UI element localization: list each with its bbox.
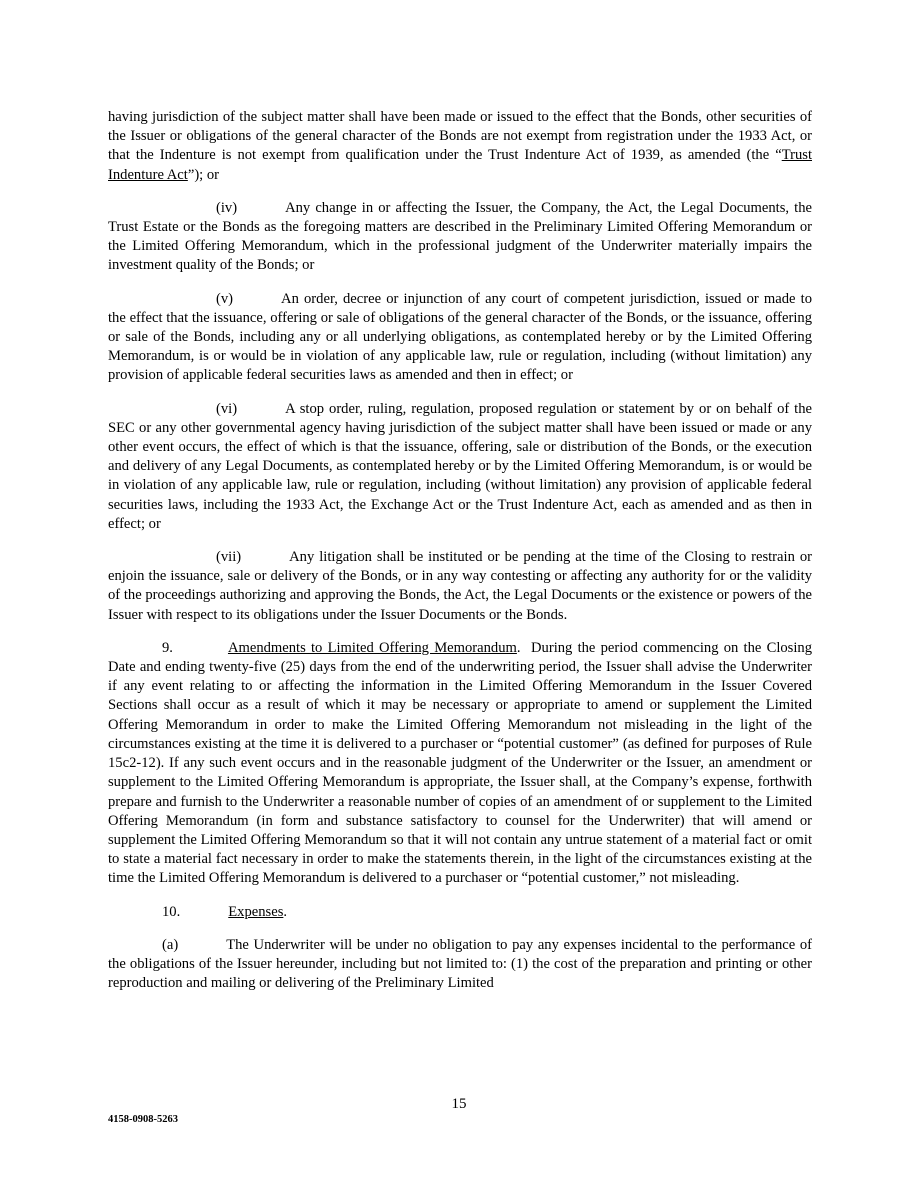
paragraph-vii xyxy=(108,548,812,625)
paragraph-text: Any change in or affecting the Issuer, the Company, the Act, the Legal Documents, the Trust Estate or the Bonds as the foregoing matters are described in the Preliminary Limited Offering Memorandum or the Limited Offering Memorandum, which in the professional judgment of the Underwriter materially impairs the investment quality of the Bonds; or xyxy=(108,199,812,274)
clause-number: (vii) xyxy=(216,549,242,566)
document-body xyxy=(108,108,812,1007)
paragraph-text: A stop order, ruling, regulation, proposed regulation or statement by or on behalf of the SEC or any other governmental agency having jurisdiction of the subject matter shall have been issued or made or any other event occurs, the effect of which is that the issuance, offering, sale or distribution of the Bonds, or the execution and delivery of any Legal Documents, as contemplated hereby or by the Limited Offering Memorandum, is or would be in violation of any applicable law, rule or regulation, including (without limitation) any provision of applicable federal securities laws, including the 1933 Act, the Exchange Act or the Trust Indenture Act, each as amended and as then in effect; or xyxy=(108,400,812,532)
section-number: 9. xyxy=(162,639,173,656)
paragraph-text: Any litigation shall be instituted or be pending at the time of the Closing to restrain or enjoin the issuance, sale or delivery of the Bonds, or in any way contesting or affecting any authority for or the validity of the proceedings authorizing and approving the Bonds, the Act, the Legal Documents or the existence or powers of the Issuer with respect to its obligations under the Issuer Documents or the Bonds. xyxy=(108,549,812,623)
paragraph-a xyxy=(108,936,812,994)
paragraph-text-end: ”); or xyxy=(187,166,220,183)
page-number: 15 xyxy=(451,1096,467,1112)
clause-number: (a) xyxy=(162,936,179,953)
section-9 xyxy=(108,639,812,889)
clause-number: (vi) xyxy=(216,400,238,417)
section-10 xyxy=(108,903,812,922)
paragraph-text: During the period commencing on the Closing Date and ending twenty-five (25) days from the end of the underwriting period, the Issuer shall advise the Underwriter if any event relating to or affecting the information in the Limited Offering Memorandum in the Issuer Covered Sections shall occur as a result of which it may be necessary or appropriate to amend or supplement the Limited Offering Memorandum in order to make the Limited Offering Memorandum not misleading in the light of the circumstances existing at the time it is delivered to a purchaser or “potential customer” (as defined for purposes of Rule 15c2-12). If any such event occurs and in the reasonable judgment of the Underwriter or the Issuer, an amendment or supplement to the Limited Offering Memorandum is appropriate, the Issuer shall, at the Company’s expense, forthwith prepare and furnish to the Underwriter a reasonable number of copies of an amendment of or supplement to the Limited Offering Memorandum (in form and substance satisfactory to counsel for the Underwriter) that will amend or supplement the Limited Offering Memorandum so that it will not contain any untrue statement of a material fact or omit to state a material fact necessary in order to make the statements therein, in the light of the circumstances existing at the time the Limited Offering Memorandum is delivered to a purchaser or “potential customer,” not misleading. xyxy=(108,639,813,887)
defined-term-trust-indenture-act: Trust Indenture Act xyxy=(108,147,812,183)
clause-number: (iv) xyxy=(216,199,238,216)
document-id: 4158-0908-5263 xyxy=(108,1114,178,1125)
section-heading: Expenses xyxy=(228,903,284,920)
section-heading-end: . xyxy=(283,903,288,920)
section-heading-end: . xyxy=(516,639,521,656)
section-number: 10. xyxy=(162,903,181,920)
paragraph-vi xyxy=(108,400,812,534)
paragraph-text: The Underwriter will be under no obligation to pay any expenses incidental to the performance of the obligations of the Issuer hereunder, including but not limited to: (1) the cost of the preparation and printing or other reproduction and mailing or delivering of the Preliminary Limited xyxy=(108,936,812,992)
paragraph-v xyxy=(108,290,812,386)
paragraph-text: having jurisdiction of the subject matter shall have been made or issued to the effect that the Bonds, other securities of the Issuer or obligations of the general character of the Bonds are not exempt from registration under the 1933 Act, or that the Indenture is not exempt from qualification under the Trust Indenture Act of 1939, as amended (the “ xyxy=(108,109,812,164)
paragraph-iv xyxy=(108,199,812,276)
paragraph-continuation xyxy=(108,108,812,185)
paragraph-text: An order, decree or injunction of any court of competent jurisdiction, issued or made to the effect that the issuance, offering or sale of obligations of the general character of the Bonds, or the issuance, offering or sale of the Bonds, including any or all underlying obligations, as contemplated hereby or by the Limited Offering Memorandum, is or would be in violation of any applicable law, rule or regulation, including (without limitation) any provision of applicable federal securities laws as amended and then in effect; or xyxy=(108,290,812,384)
section-heading: Amendments to Limited Offering Memorandum xyxy=(227,639,517,656)
clause-number: (v) xyxy=(216,290,234,307)
